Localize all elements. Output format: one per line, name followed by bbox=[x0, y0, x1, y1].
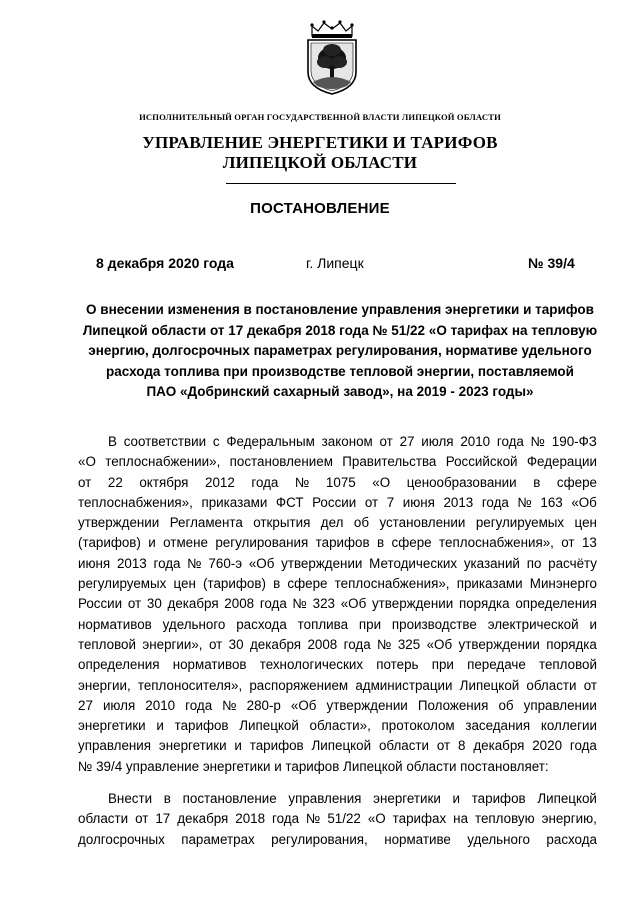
document-subject bbox=[70, 300, 610, 403]
body-line: (тарифов) и отмене регулирования тарифов в сфере теплоснабжения», от 13 bbox=[78, 535, 597, 551]
body-line: 27 июля 2010 года № 280-р «Об утверждении Положения об управлении bbox=[78, 697, 597, 713]
subject-line: расхода топлива при производстве тепловой энергии, поставляемой bbox=[106, 363, 574, 379]
body-line: области от 17 декабря 2018 года № 51/22 «О тарифах на тепловую энергию, bbox=[78, 811, 597, 827]
body-line: «О теплоснабжении», постановлением Правительства Российской Федерации bbox=[78, 454, 597, 470]
body-line: регулируемых цен (тарифов) в сфере теплоснабжения», приказами Минэнерго bbox=[78, 576, 597, 592]
document-city: г. Липецк bbox=[306, 255, 364, 271]
body-line: июня 2013 года № 760-э «Об утверждении Методических указаний по расчёту bbox=[78, 555, 597, 571]
subject-line: ПАО «Добринский сахарный завод», на 2019 - 2023 годы» bbox=[146, 384, 534, 399]
subject-line: Липецкой области от 17 декабря 2018 года № 51/22 «О тарифах на тепловую bbox=[82, 322, 598, 338]
lipetsk-coat-of-arms-icon bbox=[303, 20, 361, 96]
header-divider bbox=[226, 183, 456, 184]
body-line: долгосрочных параметрах регулирования, нормативе удельного расхода bbox=[78, 831, 597, 847]
document-type: ПОСТАНОВЛЕНИЕ bbox=[250, 200, 390, 217]
body-line: теплоснабжения», приказами ФСТ России от 7 июня 2013 года № 163 «Об bbox=[78, 494, 597, 510]
authority-name: ИСПОЛНИТЕЛЬНЫЙ ОРГАН ГОСУДАРСТВЕННОЙ ВЛАСТИ ЛИПЕЦКОЙ ОБЛАСТИ bbox=[139, 112, 501, 122]
body-line: энергетики и тарифов Липецкой области», протоколом заседания коллегии bbox=[78, 718, 597, 734]
body-paragraph-1 bbox=[78, 432, 597, 777]
organization-name bbox=[0, 133, 640, 173]
organization-name-line-2: ЛИПЕЦКОЙ ОБЛАСТИ bbox=[222, 153, 418, 172]
body-line: утверждении Регламента открытия дел об установлении регулируемых цен bbox=[78, 515, 597, 531]
body-line: нормативов удельного расхода топлива при производстве электрической и bbox=[78, 616, 597, 632]
document-number: № 39/4 bbox=[528, 255, 575, 271]
subject-line: О внесении изменения в постановление управления энергетики и тарифов bbox=[86, 302, 594, 317]
body-line: определения нормативов технологических потерь при передаче тепловой bbox=[78, 657, 597, 673]
body-line: от 22 октября 2012 года № 1075 «О ценообразовании в сфере bbox=[78, 474, 597, 490]
document-body bbox=[78, 432, 597, 850]
body-line: Внести в постановление управления энергетики и тарифов Липецкой bbox=[108, 791, 597, 807]
body-line: № 39/4 управление энергетики и тарифов Липецкой области постановляет: bbox=[78, 758, 549, 774]
body-paragraph-2 bbox=[78, 789, 597, 850]
body-line: управления энергетики и тарифов Липецкой области от 8 декабря 2020 года bbox=[78, 738, 597, 754]
subject-line: энергию, долгосрочных параметрах регулирования, нормативе удельного bbox=[88, 343, 592, 358]
body-line: энергии, теплоносителя», распоряжением администрации Липецкой области от bbox=[78, 677, 597, 693]
document-date: 8 декабря 2020 года bbox=[96, 255, 234, 271]
organization-name-line-1: УПРАВЛЕНИЕ ЭНЕРГЕТИКИ И ТАРИФОВ bbox=[142, 133, 498, 152]
body-line: В соответствии с Федеральным законом от 27 июля 2010 года № 190-ФЗ bbox=[108, 434, 597, 449]
body-line: тепловой энергии», от 30 декабря 2008 года № 325 «Об утверждении порядка bbox=[78, 636, 597, 652]
body-line: России от 30 декабря 2008 года № 323 «Об утверждении порядка определения bbox=[78, 596, 597, 612]
